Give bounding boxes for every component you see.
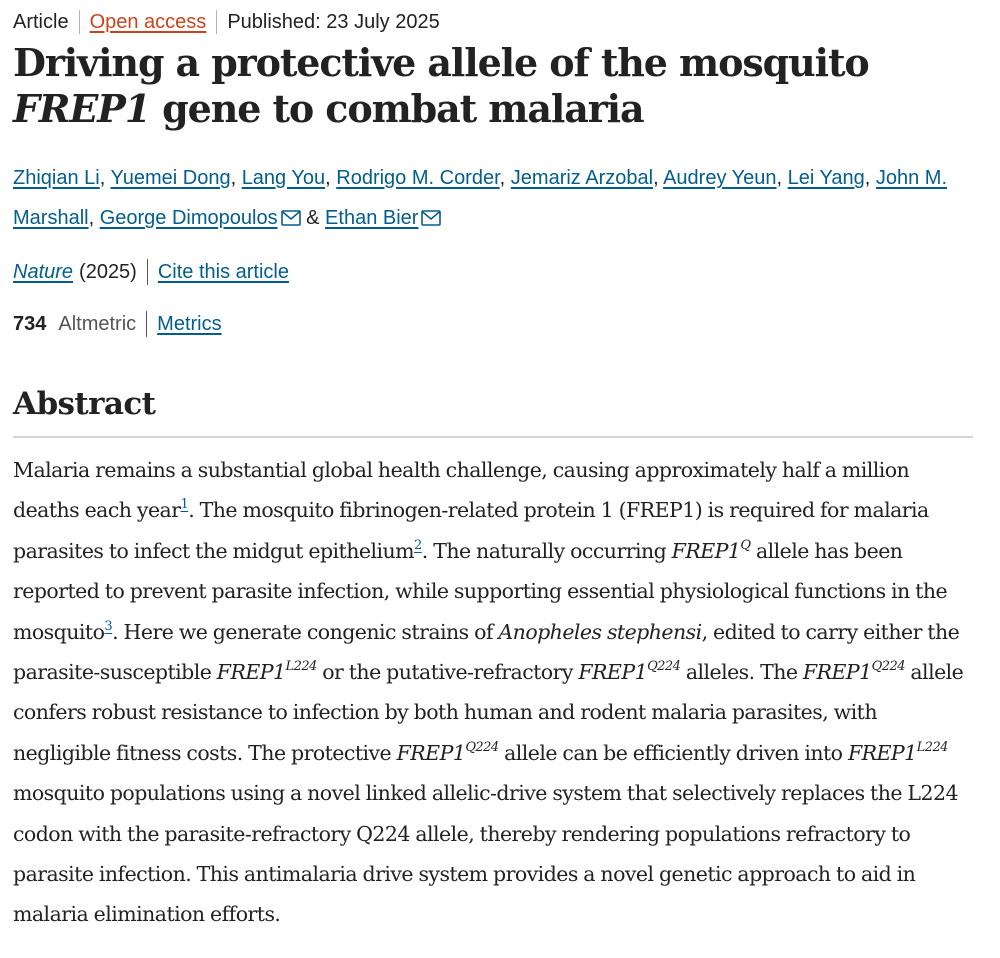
publication-year: (2025) (79, 261, 137, 283)
allele-superscript: Q224 (647, 659, 681, 675)
altmetric-count: 734 (13, 313, 47, 335)
author-separator: , (99, 167, 106, 189)
allele-superscript: Q (740, 537, 751, 553)
author-link[interactable]: Yuemei Dong (110, 167, 231, 189)
metrics-link[interactable]: Metrics (157, 313, 222, 335)
allele-superscript: L224 (285, 659, 317, 675)
author-ampersand: & (306, 207, 320, 229)
gene-name: FREP1 (802, 660, 872, 685)
gene-name: FREP1 (847, 740, 917, 765)
author-link[interactable]: Ethan Bier (325, 207, 419, 229)
meta-divider (216, 10, 217, 34)
author-link[interactable]: Rodrigo M. Corder (336, 167, 500, 189)
species-name: Anopheles stephensi (498, 619, 702, 644)
allele-superscript: Q224 (871, 659, 905, 675)
author-separator: , (864, 167, 871, 189)
author-link[interactable]: Audrey Yeun (663, 167, 777, 189)
reference-link[interactable]: 1 (180, 497, 189, 513)
allele-superscript: L224 (916, 739, 948, 755)
gene-name: FREP1 (578, 660, 648, 685)
citation-row (13, 258, 975, 286)
abstract-text: allele can be efficiently driven into (498, 740, 848, 765)
abstract-text: . The naturally occurring (421, 538, 672, 563)
author-link[interactable]: Jemariz Arzobal (510, 167, 654, 189)
title-gene: FREP1 (13, 86, 151, 131)
author-separator: , (325, 167, 331, 189)
author-link[interactable]: Zhiqian Li (13, 167, 100, 189)
author-link[interactable]: John M. Marshall (13, 167, 948, 229)
article-type: Article (13, 11, 69, 33)
allele-superscript: Q224 (465, 739, 499, 755)
author-separator: , (653, 167, 659, 189)
reference-link[interactable]: 3 (104, 618, 113, 634)
abstract-text: mosquito populations using a novel linked allelic-drive system that selectively replaces the L224 codon with the parasite-refractory Q224 allele, thereby rendering populations refractory to parasite infection. This antimalaria drive system provides a novel genetic approach to aid in malaria elimination efforts. (13, 781, 958, 927)
gene-name: FREP1 (671, 538, 741, 563)
author-list (13, 158, 975, 240)
abstract-text: alleles. The (680, 660, 803, 685)
abstract-text: or the putative-refractory (316, 660, 579, 685)
meta-divider (79, 10, 80, 34)
mail-icon[interactable] (421, 200, 441, 240)
title-part: Driving a protective allele of the mosquito (13, 40, 869, 85)
article-header (13, 8, 975, 935)
abstract-text: . The mosquito fibrinogen-related protein 1 (FREP1) is required for malaria parasites to infect the midgut epithelium (13, 498, 929, 563)
author-separator: , (776, 167, 783, 189)
gene-name: FREP1 (216, 660, 286, 685)
abstract-text: Malaria remains a substantial global health challenge, causing approximately half a million deaths each year (13, 458, 910, 523)
author-separator: , (230, 167, 237, 189)
reference-link[interactable]: 2 (414, 537, 422, 553)
mail-icon[interactable] (281, 200, 301, 240)
author-link[interactable]: Lei Yang (787, 167, 865, 189)
gene-name: FREP1 (396, 740, 466, 765)
article-meta (13, 8, 975, 36)
title-part: gene to combat malaria (150, 86, 644, 131)
abstract-divider (13, 436, 973, 438)
open-access-link[interactable]: Open access (89, 11, 207, 33)
author-link[interactable]: Lang You (241, 167, 326, 189)
journal-name: Nature (13, 261, 74, 283)
author-separator: , (88, 207, 95, 229)
abstract-heading: Abstract (13, 386, 156, 422)
abstract-text: , edited to carry either the parasite-susceptible (13, 619, 960, 685)
metrics-divider (146, 311, 147, 337)
abstract-text: allele confers robust resistance to infection by both human and rodent malaria parasites, with negligible fitness costs. The protective (13, 660, 964, 765)
journal-link[interactable] (13, 258, 73, 286)
citation-divider (147, 259, 148, 285)
metrics-row (13, 310, 975, 338)
cite-article-link[interactable]: Cite this article (157, 261, 289, 283)
abstract-text: . Here we generate congenic strains of (112, 619, 499, 644)
author-separator: , (499, 167, 506, 189)
author-link[interactable]: George Dimopoulos (99, 207, 278, 229)
altmetric-label: Altmetric (58, 313, 137, 335)
published-date: Published: 23 July 2025 (227, 11, 440, 33)
abstract-text: allele has been reported to prevent parasite infection, while supporting essential physiological functions in the mosquito (13, 538, 948, 644)
article-title (13, 40, 975, 132)
abstract-body (13, 450, 975, 935)
